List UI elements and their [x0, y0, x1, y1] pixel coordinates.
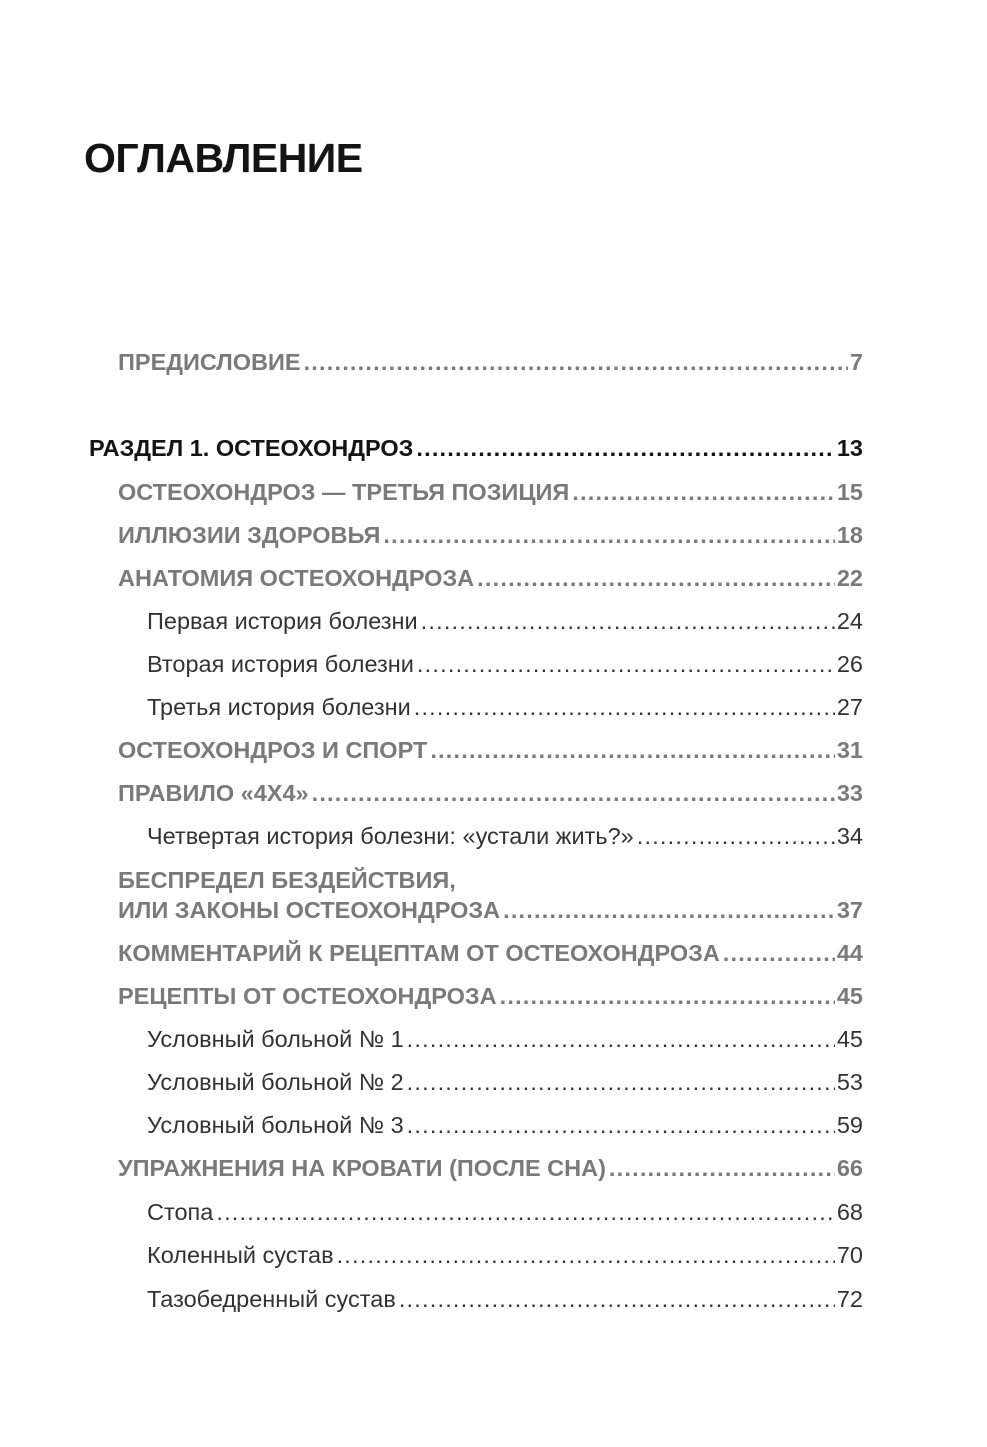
dot-leader	[304, 347, 848, 377]
toc-page-number: 37	[836, 897, 863, 923]
page-title: ОГЛАВЛЕНИЕ	[84, 135, 363, 181]
toc-entry-label: КОММЕНТАРИЙ К РЕЦЕПТАМ ОТ ОСТЕОХОНДРОЗА	[118, 940, 720, 966]
toc-entry-label: ИЛЛЮЗИИ ЗДОРОВЬЯ	[118, 522, 381, 548]
toc-page-number: 7	[849, 349, 863, 375]
dot-leader	[572, 477, 835, 507]
dot-leader	[414, 692, 835, 722]
toc-entry-label: Коленный сустав	[147, 1242, 334, 1268]
toc-entry-label: ПРЕДИСЛОВИЕ	[118, 349, 301, 375]
dot-leader	[416, 433, 834, 463]
toc-page-number: 15	[836, 479, 863, 505]
toc-entry-label: Условный больной № 3	[147, 1112, 404, 1138]
dot-leader	[383, 520, 834, 550]
dot-leader	[609, 1153, 835, 1183]
dot-leader	[417, 649, 835, 679]
toc-page-number: 18	[836, 522, 863, 548]
toc-entry-label: ПРАВИЛО «4Х4»	[118, 780, 309, 806]
toc-page-number: 53	[836, 1069, 863, 1095]
toc-entry-label: ИЛИ ЗАКОНЫ ОСТЕОХОНДРОЗА	[118, 897, 501, 923]
dot-leader	[399, 1284, 835, 1314]
toc-entry[interactable]	[147, 692, 863, 722]
toc-entry[interactable]	[118, 1153, 863, 1183]
toc-entry-label-line1: БЕСПРЕДЕЛ БЕЗДЕЙСТВИЯ,	[118, 867, 456, 893]
toc-entry[interactable]	[147, 1240, 863, 1270]
toc-page-number: 59	[836, 1112, 863, 1138]
toc-entry-label: ОСТЕОХОНДРОЗ И СПОРТ	[118, 737, 428, 763]
dot-leader	[500, 981, 835, 1011]
toc-entry-label: Тазобедренный сустав	[147, 1286, 396, 1312]
toc-entry-label: Условный больной № 2	[147, 1069, 404, 1095]
toc-page-number: 68	[836, 1199, 863, 1225]
toc-entry[interactable]	[147, 821, 863, 851]
dot-leader	[723, 938, 835, 968]
toc-entry[interactable]	[118, 735, 863, 765]
toc-entry[interactable]	[147, 606, 863, 636]
toc-entry[interactable]	[147, 649, 863, 679]
dot-leader	[503, 895, 835, 925]
toc-entry-label: Стопа	[147, 1199, 214, 1225]
toc-page-number: 13	[836, 435, 863, 461]
toc-entry[interactable]	[118, 563, 863, 593]
toc-page-number: 45	[836, 1026, 863, 1052]
toc-page-number: 44	[836, 940, 863, 966]
toc-page-number: 72	[836, 1286, 863, 1312]
toc-entry-label: РЕЦЕПТЫ ОТ ОСТЕОХОНДРОЗА	[118, 983, 497, 1009]
toc-page-number: 26	[836, 651, 863, 677]
toc-page-number: 27	[836, 694, 863, 720]
toc-entry-row	[118, 895, 863, 925]
toc-entry-multiline[interactable]	[118, 865, 863, 925]
toc-entry-label: Третья история болезни	[147, 694, 411, 720]
toc-entry[interactable]	[147, 1197, 863, 1227]
toc-entry-preface[interactable]	[118, 347, 863, 377]
toc-page-number: 45	[836, 983, 863, 1009]
toc-entry[interactable]	[118, 520, 863, 550]
toc-entry[interactable]	[147, 1024, 863, 1054]
dot-leader	[407, 1067, 835, 1097]
toc-entry-label: ОСТЕОХОНДРОЗ — ТРЕТЬЯ ПОЗИЦИЯ	[118, 479, 570, 505]
dot-leader	[477, 563, 835, 593]
toc-page-number: 22	[836, 565, 863, 591]
toc-entry-label: Условный больной № 1	[147, 1026, 404, 1052]
toc-entry-label: Вторая история болезни	[147, 651, 414, 677]
toc-entry-label: Первая история болезни	[147, 608, 418, 634]
toc-entry[interactable]	[118, 938, 863, 968]
toc-entry[interactable]	[147, 1284, 863, 1314]
toc-entry[interactable]	[147, 1110, 863, 1140]
toc-entry-label: АНАТОМИЯ ОСТЕОХОНДРОЗА	[118, 565, 475, 591]
toc-page-number: 34	[836, 823, 863, 849]
toc-entry[interactable]	[118, 981, 863, 1011]
toc-entry[interactable]	[118, 778, 863, 808]
toc-page-number: 33	[836, 780, 863, 806]
toc-page-number: 31	[836, 737, 863, 763]
dot-leader	[430, 735, 835, 765]
toc-entry-label: РАЗДЕЛ 1. ОСТЕОХОНДРОЗ	[89, 435, 414, 461]
dot-leader	[312, 778, 835, 808]
toc-page-number: 66	[836, 1155, 863, 1181]
toc-entry-section-1[interactable]	[89, 433, 863, 463]
toc-entry-label: Четвертая история болезни: «устали жить?»	[147, 823, 634, 849]
toc-page-number: 70	[836, 1242, 863, 1268]
dot-leader	[216, 1197, 835, 1227]
dot-leader	[407, 1024, 835, 1054]
toc-entry[interactable]	[118, 477, 863, 507]
dot-leader	[421, 606, 835, 636]
toc-entry[interactable]	[147, 1067, 863, 1097]
toc-entry-label: УПРАЖНЕНИЯ НА КРОВАТИ (ПОСЛЕ СНА)	[118, 1155, 606, 1181]
dot-leader	[337, 1240, 835, 1270]
dot-leader	[407, 1110, 835, 1140]
dot-leader	[637, 821, 835, 851]
toc-page-number: 24	[836, 608, 863, 634]
